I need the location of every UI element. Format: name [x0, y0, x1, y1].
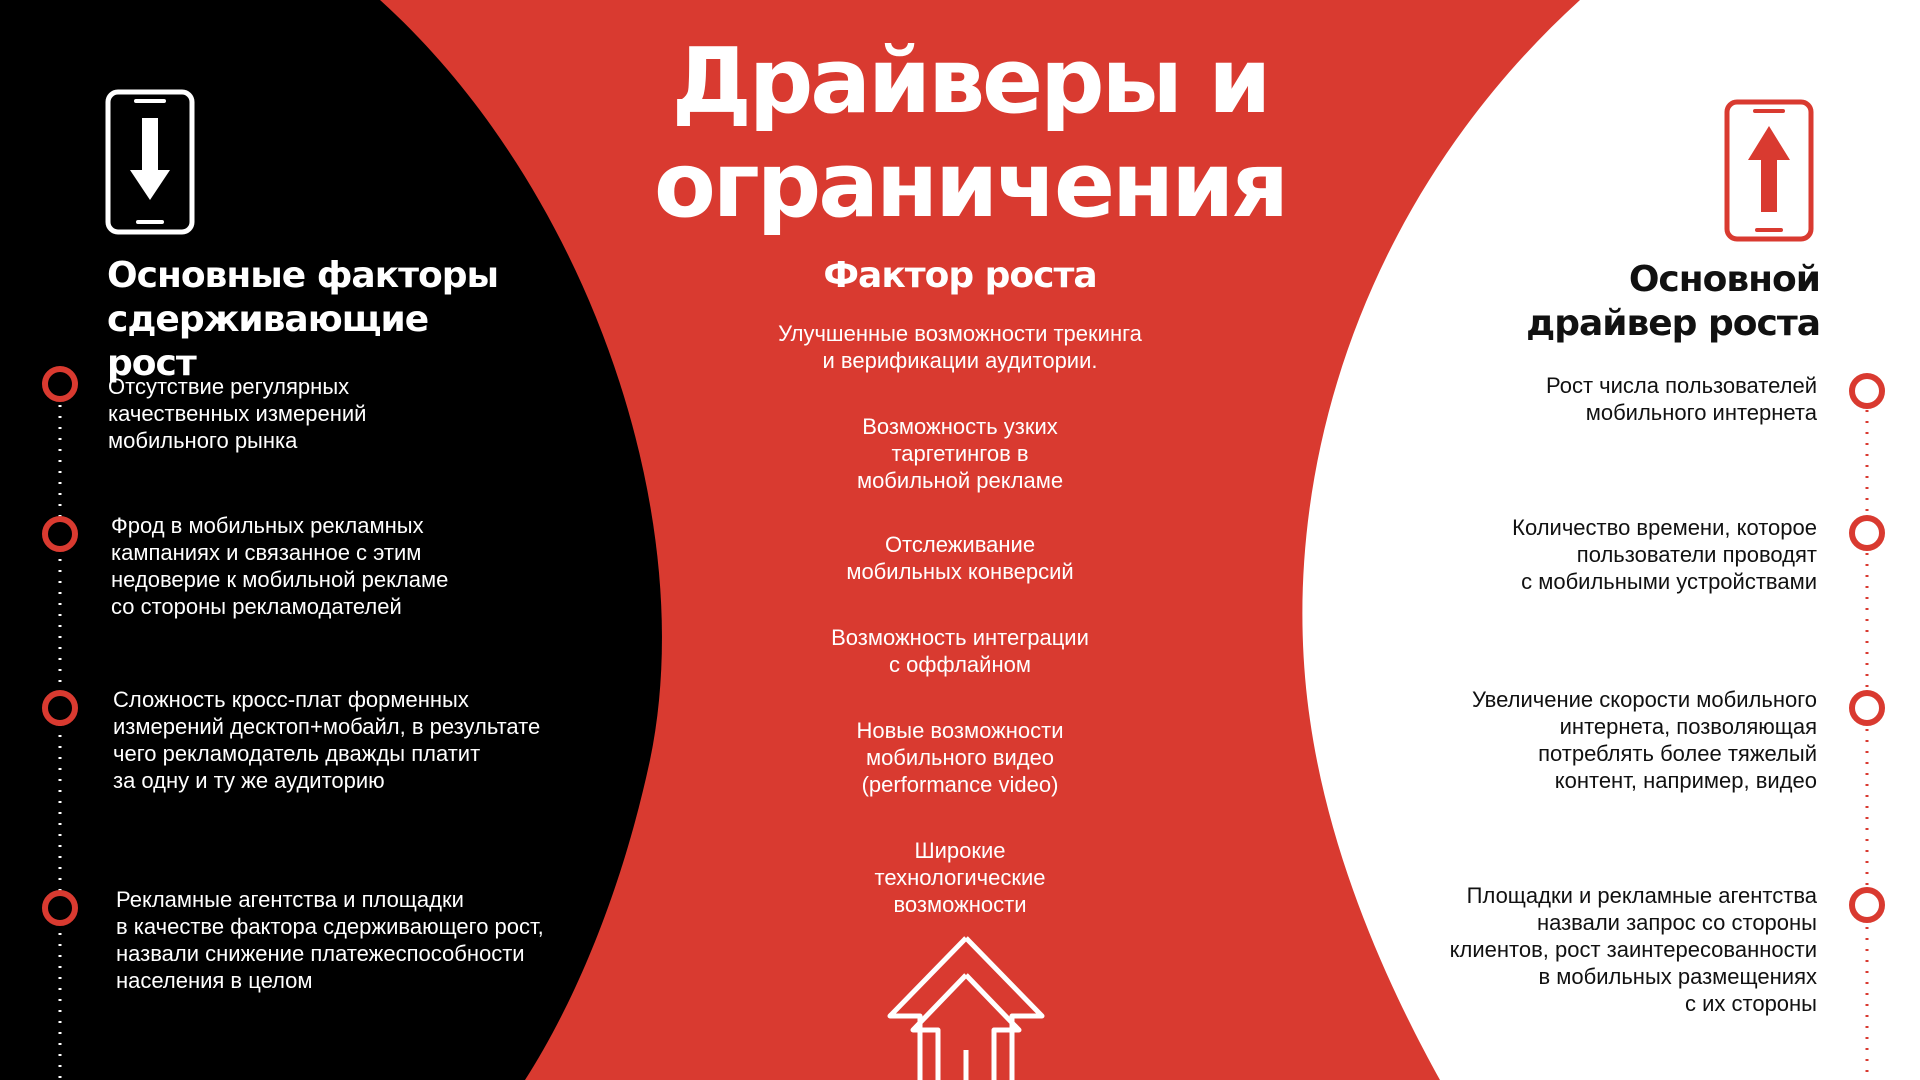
- left-timeline-dot: [45, 893, 75, 923]
- center-heading: Фактор роста: [823, 255, 1097, 296]
- center-list-item: Новые возможности мобильного видео (performance video): [856, 718, 1064, 797]
- page-title: Драйверы и ограничения: [653, 29, 1287, 238]
- center-list-item: Улучшенные возможности трекинга и верификации аудитории.: [778, 321, 1142, 373]
- right-heading: Основной драйвер роста: [1526, 259, 1820, 344]
- left-timeline-dot: [45, 519, 75, 549]
- right-timeline-dot: [1852, 890, 1882, 920]
- right-timeline-dot: [1852, 376, 1882, 406]
- right-list-item: Площадки и рекламные агентства назвали запрос со стороны клиентов, рост заинтересованности в мобильных размещениях с их стороны: [1449, 883, 1817, 1016]
- right-list-item: Увеличение скорости мобильного интернета, позволяющая потреблять более тяжелый контент, например, видео: [1471, 687, 1817, 793]
- center-list-item: Широкие технологические возможности: [874, 838, 1046, 917]
- center-list-item: Возможность узких таргетингов в мобильной рекламе: [856, 414, 1064, 493]
- left-heading: Основные факторы сдерживающие рост: [107, 255, 499, 384]
- left-list-item: Фрод в мобильных рекламных кампаниях и связанное с этим недоверие к мобильной рекламе со стороны рекламодателей: [111, 513, 449, 619]
- center-list-item: Отслеживание мобильных конверсий: [846, 532, 1074, 584]
- left-timeline-dot: [45, 693, 75, 723]
- left-list-item: Отсутствие регулярных качественных измерений мобильного рынка: [108, 374, 367, 453]
- right-list-item: Количество времени, которое пользователи проводят с мобильными устройствами: [1512, 515, 1817, 594]
- center-list-item: Возможность интеграции с оффлайном: [831, 625, 1089, 677]
- right-list-item: Рост числа пользователей мобильного интернета: [1546, 373, 1817, 425]
- right-timeline-dot: [1852, 693, 1882, 723]
- right-timeline-dot: [1852, 518, 1882, 548]
- left-list-item: Рекламные агентства и площадки в качестве фактора сдерживающего рост, назвали снижение платежеспособности населения в целом: [116, 887, 544, 993]
- left-timeline-dot: [45, 369, 75, 399]
- left-list-item: Сложность кросс-плат форменных измерений десктоп+мобайл, в результате чего рекламодатель дважды платит за одну и ту же аудиторию: [113, 687, 541, 793]
